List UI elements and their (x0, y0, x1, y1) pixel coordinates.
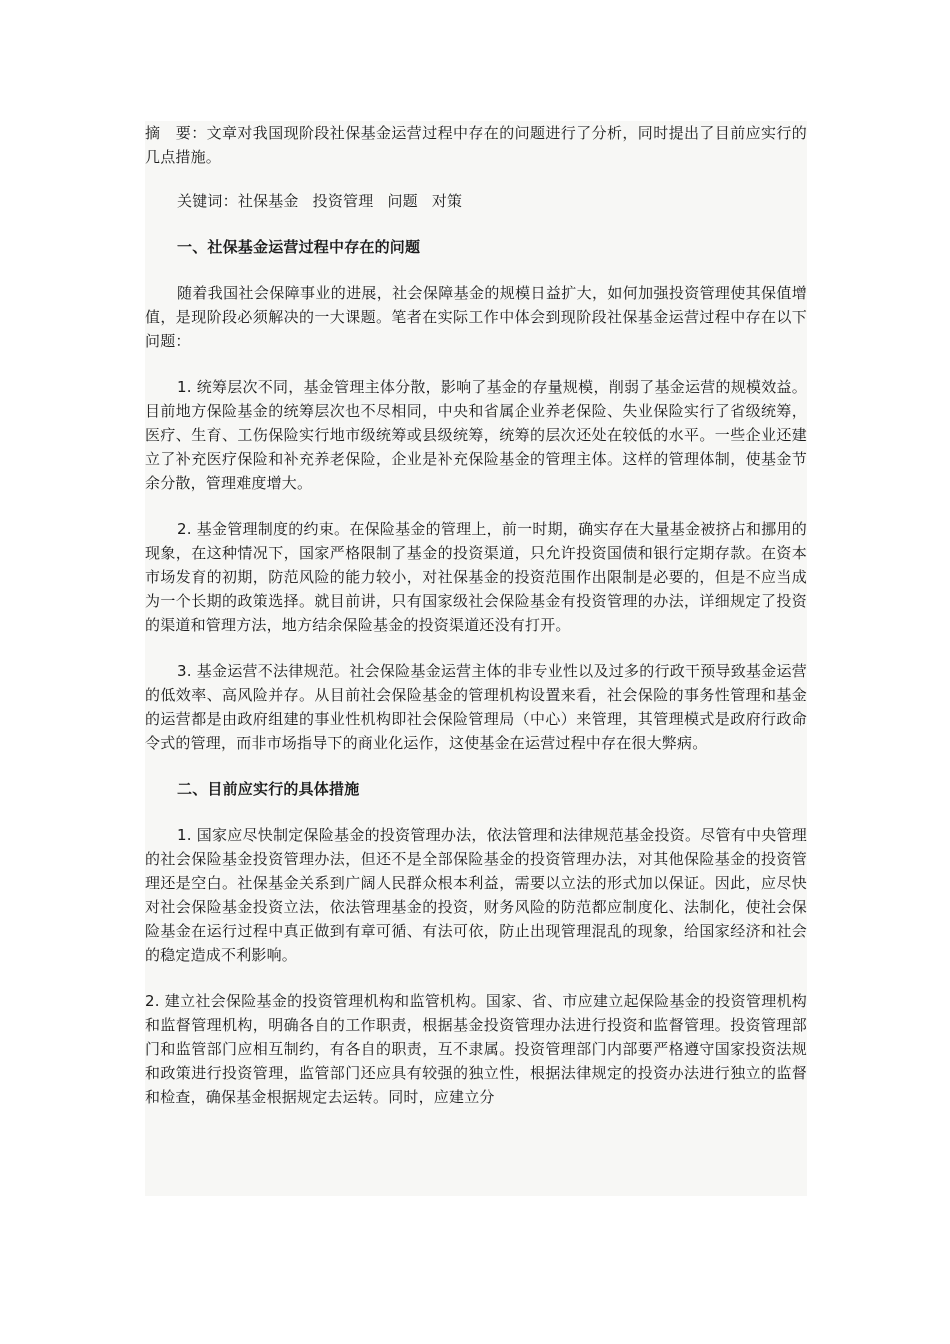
abstract-label: 摘 要： (145, 124, 207, 142)
document-body (145, 121, 807, 1196)
abstract-text: 文章对我国现阶段社保基金运营过程中存在的问题进行了分析，同时提出了目前应实行的几点措施。 (145, 124, 807, 166)
section1-intro: 随着我国社会保障事业的进展，社会保障基金的规模日益扩大，如何加强投资管理使其保值增值，是现阶段必须解决的一大课题。笔者在实际工作中体会到现阶段社保基金运营过程中存在以下问题： (145, 284, 807, 350)
keyword: 问题 (387, 192, 418, 210)
keyword: 投资管理 (312, 192, 374, 210)
section1-item-1: 1. 统筹层次不同，基金管理主体分散，影响了基金的存量规模，削弱了基金运营的规模效益。目前地方保险基金的统筹层次也不尽相同，中央和省属企业养老保险、失业保险实行了省级统筹，医疗、生育、工伤保险实行地市级统筹或县级统筹，统筹的层次还处在较低的水平。一些企业还建立了补充医疗保险和补充养老保险，企业是补充保险基金的管理主体。这样的管理体制，使基金节余分散，管理难度增大。 (145, 378, 807, 492)
abstract (145, 121, 807, 169)
section2-item-2: 2. 建立社会保险基金的投资管理机构和监管机构。国家、省、市应建立起保险基金的投资管理机构和监督管理机构，明确各自的工作职责，根据基金投资管理办法进行投资和监督管理。投资管理部门和监管部门应相互制约，有各自的职责，互不隶属。投资管理部门内部要严格遵守国家投资法规和政策进行投资管理，监管部门还应具有较强的独立性，根据法律规定的投资办法进行独立的监督和检查，确保基金根据规定去运转。同时，应建立分 (145, 992, 807, 1106)
section1-item-2: 2. 基金管理制度的约束。在保险基金的管理上，前一时期，确实存在大量基金被挤占和挪用的现象，在这种情况下，国家严格限制了基金的投资渠道，只允许投资国债和银行定期存款。在资本市场发育的初期，防范风险的能力较小，对社保基金的投资范围作出限制是必要的，但是不应当成为一个长期的政策选择。就目前讲，只有国家级社会保险基金有投资管理的办法，详细规定了投资的渠道和管理方法，地方结余保险基金的投资渠道还没有打开。 (145, 520, 807, 634)
section1-item-3: 3. 基金运营不法律规范。社会保险基金运营主体的非专业性以及过多的行政干预导致基金运营的低效率、高风险并存。从目前社会保险基金的管理机构设置来看，社会保险的事务性管理和基金的运营都是由政府组建的事业性机构即社会保险管理局（中心）来管理，其管理模式是政府行政命令式的管理，而非市场指导下的商业化运作，这使基金在运营过程中存在很大弊病。 (145, 662, 807, 752)
section2-item-1: 1. 国家应尽快制定保险基金的投资管理办法，依法管理和法律规范基金投资。尽管有中央管理的社会保险基金投资管理办法，但还不是全部保险基金的投资管理办法，对其他保险基金的投资管理还是空白。社保基金关系到广阔人民群众根本利益，需要以立法的形式加以保证。因此，应尽快对社会保险基金投资立法，依法管理基金的投资，财务风险的防范都应制度化、法制化，使社会保险基金在运行过程中真正做到有章可循、有法可依，防止出现管理混乱的现象，给国家经济和社会的稳定造成不利影响。 (145, 826, 807, 964)
keyword: 社保基金 (237, 192, 299, 210)
section-heading-2: 二、目前应实行的具体措施 (177, 780, 360, 798)
section-heading-1: 一、社保基金运营过程中存在的问题 (177, 238, 421, 256)
keyword: 对策 (431, 192, 463, 210)
keywords (145, 189, 807, 213)
keywords-label: 关键词： (177, 192, 238, 210)
